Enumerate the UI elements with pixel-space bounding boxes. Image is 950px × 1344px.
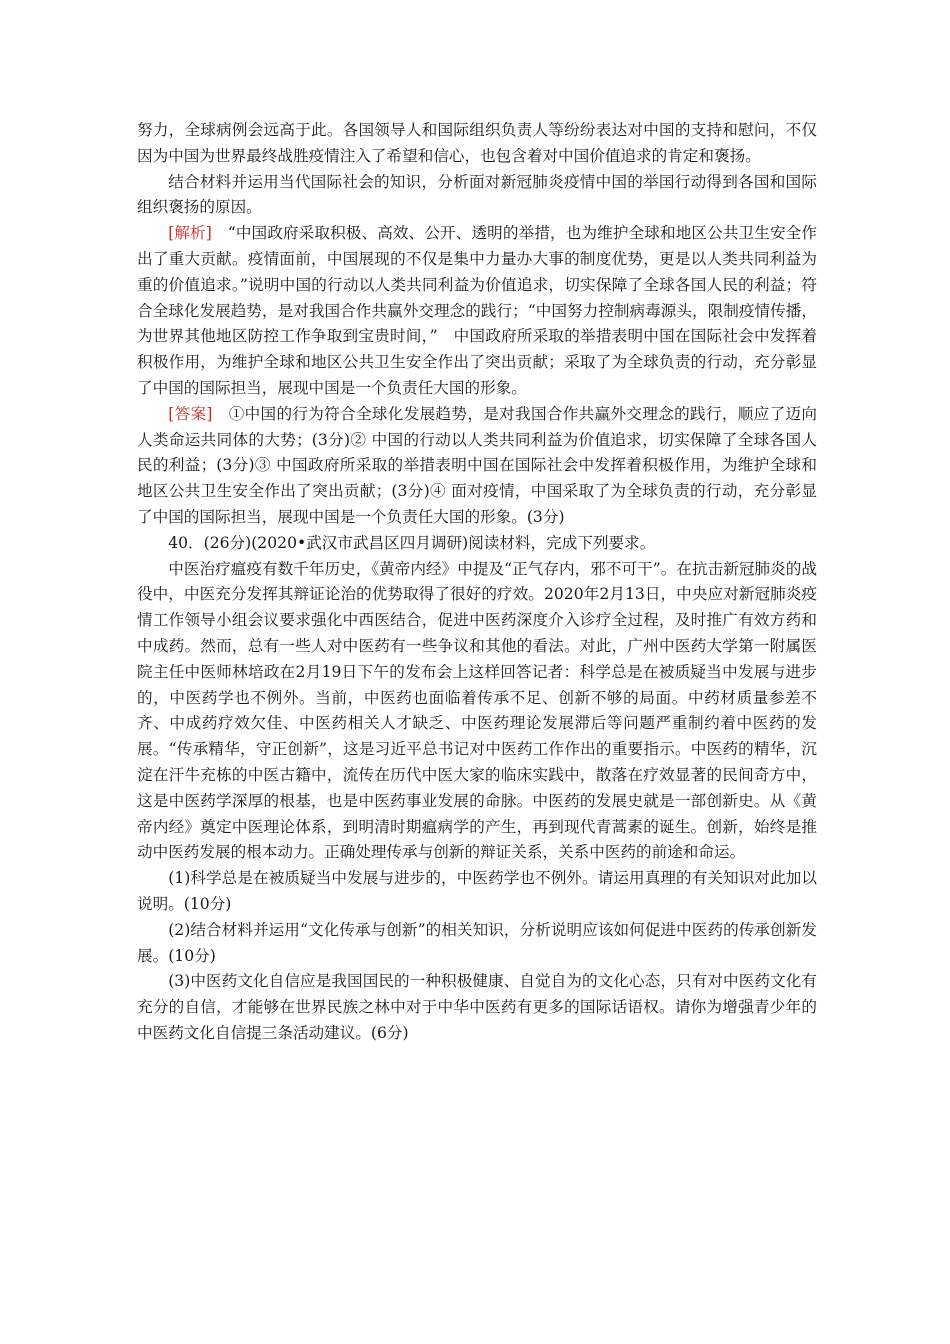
analysis-text: “中国政府采取积极、高效、公开、透明的举措，也为维护全球和地区公共卫生安全作出了重大贡献。疫情面前，中国展现的不仅是集中力量办大事的制度优势，更是以人类共同利益为重的价值追求。”说明中国的行动以人类共同利益为价值追求，切实保障了全球各国人民的利益；符合全球化发展趋势，是对我国合作共赢外交理念的践行；“中国努力控制病毒源头，限制疫情传播，为世界其他地区防控工作争取到宝贵时间，” 中国政府所采取的举措表明中国在国际社会中发挥着积极作用，为维护全球和地区公共卫生安全作出了突出贡献；采取了为全球负责的行动，充分彰显了中国的国际担当，展现中国是一个负责任大国的形象。 [137, 224, 817, 397]
answer-paragraph [137, 402, 817, 531]
analysis-paragraph [137, 221, 817, 402]
answer-label: [答案] [168, 404, 213, 423]
intro-continued-paragraph: 努力，全球病例会远高于此。各国领导人和国际组织负责人等纷纷表达对中国的支持和慰问，不仅因为中国为世界最终战胜疫情注入了希望和信心，也包含着对中国价值追求的肯定和褒扬。 [137, 121, 817, 165]
question-40-material: 中医治疗瘟疫有数千年历史，《黄帝内经》中提及“正气存内，邪不可干”。在抗击新冠肺炎的战役中，中医充分发挥其辩证论治的优势取得了很好的疗效。2020年2月13日，中央应对新冠肺炎疫情工作领导小组会议要求强化中西医结合，促进中医药深度介入诊疗全过程，及时推广有效方药和中成药。然而，总有一些人对中医药有一些争议和其他的看法。对此，广州中医药大学第一附属医院主任中医师林培政在2月19日下午的发布会上这样回答记者：科学总是在被质疑当中发展与进步的，中医药学也不例外。当前，中医药也面临着传承不足、创新不够的局面。中药材质量参差不齐、中成药疗效欠佳、中医药相关人才缺乏、中医药理论发展滞后等问题严重制约着中医药的发展。“传承精华，守正创新”，这是习近平总书记对中医药工作作出的重要指示。中医药的精华，沉淀在汗牛充栋的中医古籍中，流传在历代中医大家的临床实践中，散落在疗效显著的民间奇方中，这是中医药学深厚的根基，也是中医药事业发展的命脉。中医药的发展史就是一部创新史。从《黄帝内经》奠定中医理论体系，到明清时期瘟病学的产生，再到现代青蒿素的诞生。创新，始终是推动中医药发展的根本动力。正确处理传承与创新的辩证关系，关系中医药的前途和命运。 [137, 559, 817, 862]
document-page [137, 118, 817, 1047]
question-40-sub-3: (3)中医药文化自信应是我国国民的一种积极健康、自觉自为的文化心态，只有对中医药文化有充分的自信，才能够在世界民族之林中对于中华中医药有更多的国际话语权。请你为增强青少年的中医药文化自信提三条活动建议。(6分) [137, 972, 817, 1042]
question-40-heading: 40．(26分)(2020•武汉市武昌区四月调研)阅读材料，完成下列要求。 [168, 533, 656, 552]
question-40-sub-1: (1)科学总是在被质疑当中发展与进步的，中医药学也不例外。请运用真理的有关知识对此加以说明。(10分) [137, 869, 817, 913]
answer-text: ①中国的行为符合全球化发展趋势，是对我国合作共赢外交理念的践行，顺应了迈向人类命运共同体的大势；(3分)② 中国的行动以人类共同利益为价值追求，切实保障了全球各国人民的利益；(3分)③ 中国政府所采取的举措表明中国在国际社会中发挥着积极作用，为维护全球和地区公共卫生安全作出了突出贡献；(3分)④ 面对疫情，中国采取了为全球负责的行动，充分彰显了中国的国际担当，展现中国是一个负责任大国的形象。(3分) [137, 404, 817, 526]
question-39-prompt: 结合材料并运用当代国际社会的知识，分析面对新冠肺炎疫情中国的举国行动得到各国和国际组织褒扬的原因。 [137, 172, 817, 217]
analysis-label: [解析] [168, 224, 212, 243]
question-40-sub-2: (2)结合材料并运用“文化传承与创新”的相关知识，分析说明应该如何促进中医药的传承创新发展。(10分) [137, 920, 817, 965]
